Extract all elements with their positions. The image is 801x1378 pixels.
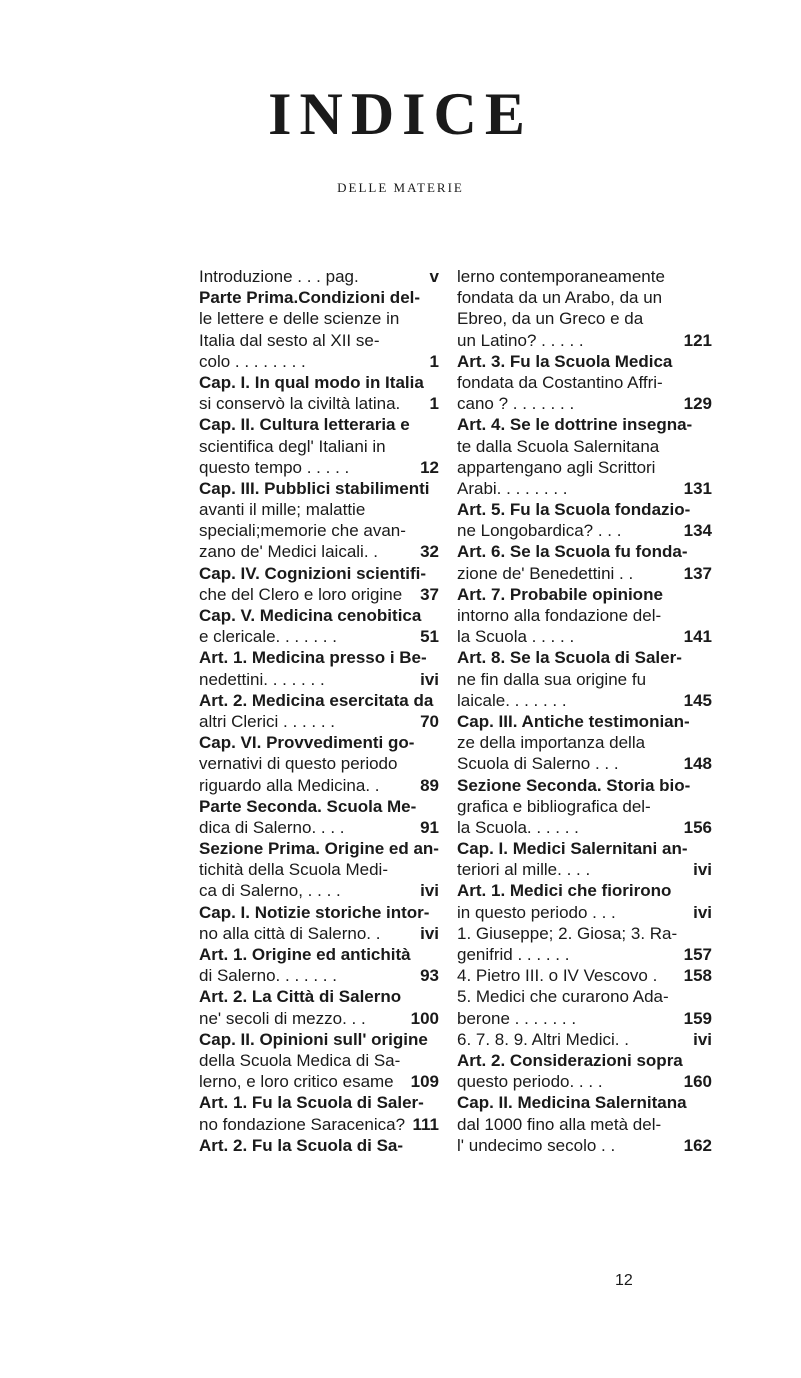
- toc-line: [199, 1029, 439, 1050]
- toc-entry-text: Cap. II. Medicina Salernitana: [457, 1093, 687, 1113]
- toc-line: [457, 626, 712, 647]
- left-column: [199, 266, 439, 1156]
- toc-entry-text: teriori al mille. . . .: [457, 860, 591, 880]
- toc-line: [457, 266, 712, 287]
- toc-line: [199, 605, 439, 626]
- toc-line: [199, 1114, 439, 1135]
- toc-line: [457, 393, 712, 414]
- toc-line: [457, 796, 712, 817]
- toc-entry-text: Art. 7. Probabile opinione: [457, 584, 663, 604]
- toc-entry-text: Art. 3. Fu la Scuola Medica: [457, 351, 673, 371]
- toc-line: [199, 1135, 439, 1156]
- toc-page-number: 156: [683, 817, 712, 837]
- toc-entry-text: le lettere e delle scienze in: [199, 309, 400, 329]
- toc-entry-text: speciali;memorie che avan-: [199, 521, 406, 541]
- toc-line: [457, 753, 712, 774]
- toc-line: [199, 351, 439, 372]
- toc-entry-text: 1. Giuseppe; 2. Giosa; 3. Ra-: [457, 923, 678, 943]
- toc-line: [457, 414, 712, 435]
- toc-entry-text: zano de' Medici laicali. .: [199, 542, 378, 562]
- toc-entry-text: colo . . . . . . . .: [199, 351, 306, 371]
- toc-page-number: 159: [683, 1008, 712, 1028]
- toc-entry-text: Art. 8. Se la Scuola di Saler-: [457, 648, 682, 668]
- toc-entry-text: ne fin dalla sua origine fu: [457, 669, 647, 689]
- toc-line: [457, 1050, 712, 1071]
- toc-entry-text: Italia dal sesto al XII se-: [199, 330, 380, 350]
- toc-line: [199, 372, 439, 393]
- toc-line: [199, 1008, 439, 1029]
- toc-line: [457, 669, 712, 690]
- toc-entry-text: Scuola di Salerno . . .: [457, 754, 619, 774]
- toc-entry-text: Art. 1. Origine ed antichità: [199, 945, 411, 964]
- toc-line: [457, 775, 712, 796]
- toc-page-number: ivi: [420, 881, 439, 901]
- toc-page-number: 111: [412, 1114, 439, 1134]
- toc-line: [457, 711, 712, 732]
- toc-line: [199, 986, 439, 1007]
- toc-page-number: 131: [683, 478, 712, 498]
- toc-entry-text: Ebreo, da un Greco e da: [457, 309, 644, 329]
- toc-line: [457, 1114, 712, 1135]
- toc-line: [457, 457, 712, 478]
- toc-line: [199, 944, 439, 965]
- toc-page-number: ivi: [420, 923, 439, 943]
- toc-line: [457, 944, 712, 965]
- toc-page-number: 137: [683, 563, 712, 583]
- toc-entry-text: di Salerno. . . . . . .: [199, 966, 337, 986]
- toc-line: [457, 563, 712, 584]
- toc-entry-text: berone . . . . . . .: [457, 1008, 577, 1028]
- toc-line: [199, 669, 439, 690]
- toc-entry-text: Art. 2. La Città di Salerno: [199, 987, 402, 1007]
- toc-entry-text: si conservò la civiltà latina.: [199, 394, 401, 414]
- toc-line: [199, 923, 439, 944]
- toc-line: [199, 1071, 439, 1092]
- toc-entry-text: Art. 1. Medicina presso i Be-: [199, 648, 427, 668]
- toc-line: [199, 711, 439, 732]
- toc-page-number: ivi: [693, 902, 712, 922]
- toc-entry-text: Cap. II. Opinioni sull' origine: [199, 1029, 428, 1049]
- toc-entry-text: Cap. VI. Provvedimenti go-: [199, 733, 415, 753]
- toc-entry-text: Art. 1. Fu la Scuola di Saler-: [199, 1093, 424, 1113]
- toc-line: [199, 330, 439, 351]
- toc-entry-text: Arabi. . . . . . . .: [457, 478, 568, 498]
- toc-entry-text: la Scuola. . . . . .: [457, 817, 579, 837]
- toc-line: [457, 372, 712, 393]
- toc-entry-text: riguardo alla Medicina. .: [199, 775, 380, 795]
- toc-line: [199, 626, 439, 647]
- toc-page-number: 100: [410, 1008, 439, 1028]
- toc-line: [199, 457, 439, 478]
- toc-entry-text: dal 1000 fino alla metà del-: [457, 1114, 662, 1134]
- toc-entry-text: Introduzione . . . pag.: [199, 267, 359, 286]
- toc-line: [457, 584, 712, 605]
- toc-entry-text: l' undecimo secolo . .: [457, 1135, 616, 1155]
- toc-line: [199, 520, 439, 541]
- toc-entry-text: genifrid . . . . . .: [457, 945, 570, 964]
- toc-page-number: 1: [429, 351, 439, 371]
- toc-page-number: ivi: [420, 669, 439, 689]
- toc-line: [457, 330, 712, 351]
- toc-line: [199, 414, 439, 435]
- toc-line: [457, 986, 712, 1007]
- toc-entry-text: Cap. I. Notizie storiche intor-: [199, 902, 430, 922]
- toc-entry-text: che del Clero e loro origine: [199, 584, 403, 604]
- toc-line: [457, 436, 712, 457]
- toc-line: [199, 1092, 439, 1113]
- toc-page-number: 51: [420, 627, 439, 647]
- toc-entry-text: e clericale. . . . . . .: [199, 627, 337, 647]
- toc-page-number: 93: [420, 966, 439, 986]
- toc-line: [457, 541, 712, 562]
- toc-line: [199, 690, 439, 711]
- toc-entry-text: zione de' Benedettini . .: [457, 563, 634, 583]
- toc-entry-text: Art. 1. Medici che fiorirono: [457, 881, 672, 901]
- toc-line: [457, 478, 712, 499]
- toc-line: [457, 965, 712, 986]
- toc-entry-text: Art. 2. Medicina esercitata da: [199, 690, 434, 710]
- toc-line: [457, 1135, 712, 1156]
- toc-entry-text: un Latino? . . . . .: [457, 330, 584, 350]
- toc-entry-text: Art. 2. Fu la Scuola di Sa-: [199, 1135, 404, 1155]
- toc-entry-text: vernativi di questo periodo: [199, 754, 398, 774]
- toc-line: [199, 393, 439, 414]
- toc-entry-text: no alla città di Salerno. .: [199, 923, 381, 943]
- toc-page-number: 89: [420, 775, 439, 795]
- toc-line: [199, 965, 439, 986]
- toc-entry-text: questo periodo. . . .: [457, 1072, 603, 1092]
- toc-line: [457, 605, 712, 626]
- toc-entry-text: Art. 2. Considerazioni sopra: [457, 1050, 683, 1070]
- toc-entry-text: 5. Medici che curarono Ada-: [457, 987, 669, 1007]
- toc-entry-text: fondata da Costantino Affri-: [457, 372, 663, 392]
- toc-line: [199, 266, 439, 287]
- toc-line: [199, 499, 439, 520]
- toc-entry-text: laicale. . . . . . .: [457, 690, 567, 710]
- toc-line: [457, 287, 712, 308]
- toc-page-number: 148: [683, 754, 712, 774]
- toc-entry-text: Art. 4. Se le dottrine insegna-: [457, 415, 693, 435]
- toc-entry-text: Cap. II. Cultura letteraria e: [199, 415, 410, 435]
- toc-page-number: 121: [683, 330, 712, 350]
- toc-page-number: 109: [410, 1072, 439, 1092]
- signature-number: 12: [615, 1272, 633, 1289]
- toc-page-number: ivi: [693, 1029, 712, 1049]
- toc-entry-text: fondata da un Arabo, da un: [457, 288, 663, 308]
- toc-line: [199, 880, 439, 901]
- toc-entry-text: 4. Pietro III. o IV Vescovo .: [457, 966, 658, 986]
- toc-page-number: 134: [683, 521, 712, 541]
- toc-page-number: 91: [420, 817, 439, 837]
- toc-line: [457, 732, 712, 753]
- toc-entry-text: Cap. I. In qual modo in Italia: [199, 372, 424, 392]
- toc-entry-text: in questo periodo . . .: [457, 902, 616, 922]
- toc-line: [199, 838, 439, 859]
- toc-line: [457, 647, 712, 668]
- toc-page-number: 141: [683, 627, 712, 647]
- toc-line: [199, 563, 439, 584]
- toc-entry-text: dica di Salerno. . . .: [199, 817, 345, 837]
- toc-page-number: 1: [429, 394, 439, 414]
- toc-page-number: 160: [683, 1072, 712, 1092]
- toc-entry-text: tichità della Scuola Medi-: [199, 860, 388, 880]
- toc-entry-text: Parte Prima.Condizioni del-: [199, 288, 421, 308]
- index-title: INDICE: [268, 81, 533, 147]
- toc-page-number: 12: [420, 457, 439, 477]
- toc-line: [199, 541, 439, 562]
- toc-line: [457, 520, 712, 541]
- toc-page-number: 158: [683, 966, 712, 986]
- toc-line: [457, 1071, 712, 1092]
- toc-page-number: 37: [420, 584, 439, 604]
- toc-entry-text: questo tempo . . . . .: [199, 457, 350, 477]
- toc-entry-text: avanti il mille; malattie: [199, 500, 366, 520]
- toc-entry-text: lerno, e loro critico esame: [199, 1072, 394, 1092]
- toc-line: [199, 796, 439, 817]
- toc-entry-text: intorno alla fondazione del-: [457, 606, 662, 625]
- toc-line: [457, 1008, 712, 1029]
- toc-line: [457, 1092, 712, 1113]
- toc-entry-text: altri Clerici . . . . . .: [199, 711, 336, 731]
- toc-line: [457, 351, 712, 372]
- toc-entry-text: della Scuola Medica di Sa-: [199, 1050, 401, 1070]
- toc-entry-text: appartengano agli Scrittori: [457, 457, 656, 477]
- toc-line: [199, 647, 439, 668]
- toc-line: [199, 775, 439, 796]
- toc-entry-text: ze della importanza della: [457, 733, 646, 753]
- toc-page-number: 145: [683, 690, 712, 710]
- toc-entry-text: 6. 7. 8. 9. Altri Medici. .: [457, 1029, 629, 1049]
- toc-entry-text: no fondazione Saracenica?: [199, 1114, 406, 1134]
- toc-page-number: 70: [420, 711, 439, 731]
- index-subtitle: DELLE MATERIE: [337, 180, 464, 195]
- toc-line: [457, 690, 712, 711]
- toc-page-number: 162: [683, 1135, 712, 1155]
- toc-page-number: 157: [683, 945, 712, 964]
- toc-entry-text: Art. 5. Fu la Scuola fondazio-: [457, 500, 691, 520]
- toc-line: [199, 817, 439, 838]
- toc-entry-text: cano ? . . . . . . .: [457, 394, 575, 414]
- toc-entry-text: ne Longobardica? . . .: [457, 521, 622, 541]
- toc-entry-text: Sezione Prima. Origine ed an-: [199, 839, 439, 859]
- toc-entry-text: grafica e bibliografica del-: [457, 796, 651, 816]
- toc-entry-text: scientifica degl' Italiani in: [199, 436, 386, 456]
- toc-page-number: ivi: [693, 860, 712, 880]
- toc-line: [199, 287, 439, 308]
- toc-line: [199, 753, 439, 774]
- toc-line: [199, 478, 439, 499]
- toc-line: [199, 902, 439, 923]
- toc-entry-text: la Scuola . . . . .: [457, 627, 575, 647]
- toc-entry-text: ca di Salerno, . . . .: [199, 881, 341, 901]
- toc-line: [457, 859, 712, 880]
- toc-line: [457, 923, 712, 944]
- toc-line: [199, 732, 439, 753]
- toc-entry-text: Cap. V. Medicina cenobitica: [199, 606, 422, 625]
- toc-entry-text: Parte Seconda. Scuola Me-: [199, 796, 417, 816]
- toc-entry-text: Cap. III. Pubblici stabilimenti: [199, 478, 430, 498]
- toc-page-number: 32: [420, 542, 439, 562]
- toc-line: [457, 817, 712, 838]
- toc-entry-text: Art. 6. Se la Scuola fu fonda-: [457, 542, 688, 562]
- toc-line: [199, 436, 439, 457]
- toc-line: [457, 838, 712, 859]
- toc-line: [457, 308, 712, 329]
- toc-entry-text: lerno contemporaneamente: [457, 267, 665, 286]
- toc-page-number: 129: [683, 394, 712, 414]
- right-column: [457, 266, 712, 1156]
- toc-line: [199, 859, 439, 880]
- toc-line: [457, 499, 712, 520]
- toc-entry-text: Cap. I. Medici Salernitani an-: [457, 839, 688, 859]
- toc-entry-text: te dalla Scuola Salernitana: [457, 436, 660, 456]
- toc-entry-text: Sezione Seconda. Storia bio-: [457, 775, 691, 795]
- toc-entry-text: Cap. IV. Cognizioni scientifi-: [199, 563, 427, 583]
- toc-entry-text: ne' secoli di mezzo. . .: [199, 1008, 366, 1028]
- toc-line: [199, 584, 439, 605]
- toc-line: [457, 902, 712, 923]
- toc-entry-text: Cap. III. Antiche testimonian-: [457, 711, 690, 731]
- toc-line: [199, 308, 439, 329]
- toc-line: [457, 1029, 712, 1050]
- toc-line: [457, 880, 712, 901]
- toc-page-number: v: [429, 267, 439, 286]
- toc-entry-text: nedettini. . . . . . .: [199, 669, 325, 689]
- toc-line: [199, 1050, 439, 1071]
